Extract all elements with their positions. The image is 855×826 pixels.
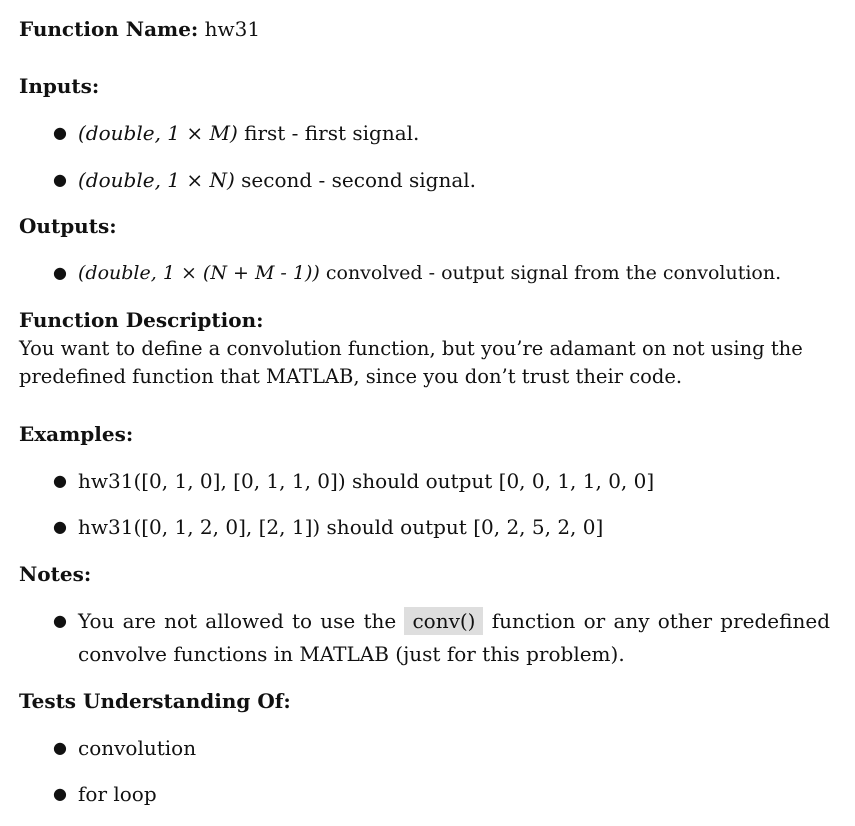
function-name-line <box>19 15 260 43</box>
bullet-icon: ● <box>53 170 67 189</box>
output-type: (double, 1 × (N + M - 1)) <box>78 262 320 284</box>
inputs-heading: Inputs: <box>19 74 100 98</box>
note-before-code: You are not allowed to use the <box>78 609 397 633</box>
tests-heading: Tests Understanding Of: <box>19 689 291 713</box>
input-description: first - first signal. <box>244 121 420 145</box>
note-text <box>78 605 830 671</box>
code-snippet: conv() <box>404 607 483 635</box>
bullet-icon: ● <box>53 517 67 536</box>
function-name-value: hw31 <box>204 17 261 41</box>
notes-heading: Notes: <box>19 562 92 586</box>
test-text: for loop <box>78 782 157 806</box>
input-type: (double, 1 × N) <box>78 168 235 192</box>
description-heading: Function Description: <box>19 308 264 332</box>
test-text: convolution <box>78 736 197 760</box>
example-text: hw31([0, 1, 2, 0], [2, 1]) should output [0, 2, 5, 2, 0] <box>78 515 604 539</box>
bullet-icon: ● <box>53 611 67 630</box>
bullet-icon: ● <box>53 471 67 490</box>
bullet-icon: ● <box>53 263 67 282</box>
bullet-icon: ● <box>53 784 67 803</box>
description-text: You want to define a convolution function, but you’re adamant on not using the predefined function that MATLAB, since you don’t trust their code. <box>19 337 803 388</box>
input-description: second - second signal. <box>241 168 477 192</box>
examples-heading: Examples: <box>19 422 134 446</box>
note-after-code: function or any other predefined convolve functions in MATLAB (just for this problem). <box>78 609 831 666</box>
bullet-icon: ● <box>53 123 67 142</box>
function-name-label: Function Name: <box>19 17 199 41</box>
bullet-icon: ● <box>53 738 67 757</box>
example-text: hw31([0, 1, 0], [0, 1, 1, 0]) should output [0, 0, 1, 1, 0, 0] <box>78 469 655 493</box>
output-description: convolved - output signal from the convolution. <box>325 262 782 284</box>
input-type: (double, 1 × M) <box>78 121 238 145</box>
outputs-heading: Outputs: <box>19 214 117 238</box>
